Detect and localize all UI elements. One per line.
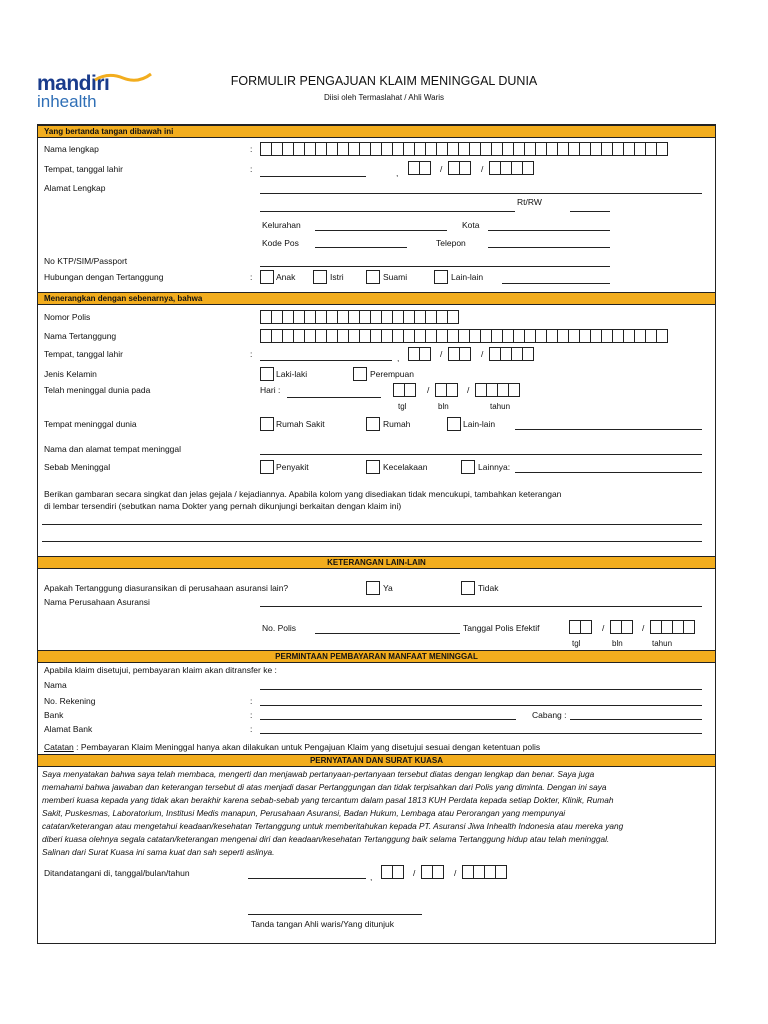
- cabang-field[interactable]: [570, 719, 702, 720]
- hari-label: Hari :: [260, 385, 281, 395]
- char-box[interactable]: [447, 310, 459, 324]
- logo-inhealth: inhealth: [37, 92, 97, 111]
- kecelakaan-label: Kecelakaan: [383, 462, 428, 472]
- ktp-field[interactable]: [260, 266, 610, 267]
- lainlain-field[interactable]: [502, 283, 610, 284]
- alamat-tempat-field[interactable]: [260, 454, 702, 455]
- logo-mandiri: mandiri: [37, 72, 110, 95]
- kecelakaan-checkbox[interactable]: [366, 460, 380, 474]
- char-box[interactable]: [522, 161, 534, 175]
- rs-label: Rumah Sakit: [276, 419, 325, 429]
- sebab-label: Sebab Meninggal: [44, 462, 111, 472]
- bank-label: Bank: [44, 710, 64, 720]
- char-box[interactable]: [580, 620, 592, 634]
- asuransi-lain-q: Apakah Tertanggung diasuransikan di perusahaan asuransi lain?: [44, 583, 289, 593]
- tempat-lain-label: Lain-lain: [463, 419, 496, 429]
- pernyataan-line: Sakit, Puskesmas, Laboratorium, Institusi Medis manapun, Perusahaan Asuransi, Badan Hukum, Lembaga atau Perorangan yang mempunyai: [42, 808, 566, 818]
- bln3-boxes[interactable]: [435, 383, 457, 397]
- comma: ,: [370, 872, 373, 882]
- bln5-boxes[interactable]: [421, 865, 443, 879]
- pernyataan-line: Salinan dari Surat Kuasa ini sama kuat dan sah seperti aslinya.: [42, 847, 275, 857]
- section3-heading: KETERANGAN LAIN-LAIN: [37, 556, 716, 569]
- nopolis-field[interactable]: [315, 633, 460, 634]
- section4-heading: PERMINTAAN PEMBAYARAN MANFAAT MENINGGAL: [37, 650, 716, 663]
- tahun4-boxes[interactable]: [650, 620, 694, 634]
- tidak-checkbox[interactable]: [461, 581, 475, 595]
- tahun-boxes[interactable]: [489, 161, 533, 175]
- kelurahan-label: Kelurahan: [262, 220, 301, 230]
- slash: /: [440, 164, 443, 174]
- tidak-label: Tidak: [478, 583, 499, 593]
- slash: /: [467, 385, 470, 395]
- istri-label: Istri: [330, 272, 344, 282]
- rumah-label: Rumah: [383, 419, 411, 429]
- lainlain-label: Lain-lain: [451, 272, 484, 282]
- gambaran-text-1: Berikan gambaran secara singkat dan jelas gejala / kejadiannya. Apabila kolom yang disediakan tidak mencukupi, tambahkan keterangan: [44, 489, 562, 499]
- kota-field[interactable]: [488, 230, 610, 231]
- tgl-caption: tgl: [398, 402, 407, 411]
- pernyataan-line: Saya menyatakan bahwa saya telah membaca, mengerti dan menjawab pertanyaan-pertanyaan tersebut diatas dengan lengkap dan benar. Saya juga: [42, 769, 595, 779]
- slash: /: [481, 349, 484, 359]
- bln4-boxes[interactable]: [610, 620, 632, 634]
- tgl2-boxes[interactable]: [408, 347, 430, 361]
- ditandatangani-label: Ditandatangani di, tanggal/bulan/tahun: [44, 868, 190, 878]
- bln4-caption: bln: [612, 639, 623, 648]
- char-box[interactable]: [404, 383, 416, 397]
- gambaran-line-1[interactable]: [42, 524, 702, 525]
- comma: ,: [396, 168, 399, 178]
- lainnya-field[interactable]: [515, 472, 702, 473]
- rekening-label: No. Rekening: [44, 696, 96, 706]
- tahun-caption: tahun: [490, 402, 511, 411]
- catatan: [44, 742, 540, 752]
- section5-heading: PERNYATAAN DAN SURAT KUASA: [37, 754, 716, 767]
- bln2-boxes[interactable]: [448, 347, 470, 361]
- alamat-bank-field[interactable]: [260, 733, 702, 734]
- gambaran-line-2[interactable]: [42, 541, 702, 542]
- colon: :: [250, 164, 253, 174]
- alamat-tempat-label: Nama dan alamat tempat meninggal: [44, 444, 182, 454]
- ya-checkbox[interactable]: [366, 581, 380, 595]
- char-box[interactable]: [419, 347, 431, 361]
- section1-heading: Yang bertanda tangan dibawah ini: [37, 125, 716, 138]
- catatan-text: : Pembayaran Klaim Meninggal hanya akan dilakukan untuk Pengajuan Klaim yang disetujui sesuai dengan ketentuan polis: [73, 742, 541, 752]
- slash: /: [454, 868, 457, 878]
- kelurahan-field[interactable]: [315, 230, 447, 231]
- char-box[interactable]: [459, 161, 471, 175]
- alamat-line-1[interactable]: [260, 193, 702, 194]
- penerima-nama-field[interactable]: [260, 689, 702, 690]
- char-box[interactable]: [508, 383, 520, 397]
- suami-label: Suami: [383, 272, 408, 282]
- tempat-lain-checkbox[interactable]: [447, 417, 461, 431]
- suami-checkbox[interactable]: [366, 270, 380, 284]
- meninggal-label: Telah meninggal dunia pada: [44, 385, 151, 395]
- tgl5-boxes[interactable]: [381, 865, 403, 879]
- tahun5-boxes[interactable]: [462, 865, 506, 879]
- rumah-checkbox[interactable]: [366, 417, 380, 431]
- lainlain-checkbox[interactable]: [434, 270, 448, 284]
- hubungan-label: Hubungan dengan Tertanggung: [44, 272, 164, 282]
- penyakit-label: Penyakit: [276, 462, 309, 472]
- pernyataan-line: catatan/keterangan atau mengetahui keadaan/kesehatan Tertanggung untuk memberitahukan kepada PT. Asuransi Jiwa Inhealth Indonesia atau mereka yang: [42, 821, 624, 831]
- char-box[interactable]: [495, 865, 507, 879]
- char-box[interactable]: [621, 620, 633, 634]
- char-box[interactable]: [432, 865, 444, 879]
- colon: :: [250, 144, 253, 154]
- alamat-line-2[interactable]: [260, 211, 515, 212]
- tahun4-caption: tahun: [652, 639, 673, 648]
- polis-boxes[interactable]: [260, 310, 458, 324]
- telepon-label: Telepon: [436, 238, 466, 248]
- slash: /: [427, 385, 430, 395]
- tempat-ttd-field[interactable]: [248, 878, 366, 879]
- signature-caption: Tanda tangan Ahli waris/Yang ditunjuk: [251, 919, 395, 929]
- catatan-label: Catatan: [44, 742, 74, 752]
- char-box[interactable]: [683, 620, 695, 634]
- ya-label: Ya: [383, 583, 393, 593]
- slash: /: [481, 164, 484, 174]
- ktp-label: No KTP/SIM/Passport: [44, 256, 128, 266]
- bank-field[interactable]: [260, 719, 516, 720]
- nama-label: Nama lengkap: [44, 144, 99, 154]
- perempuan-label: Perempuan: [370, 369, 414, 379]
- rtrw-field[interactable]: [570, 211, 610, 212]
- colon: :: [250, 710, 253, 720]
- kodepos-field[interactable]: [315, 247, 407, 248]
- page-title: FORMULIR PENGAJUAN KLAIM MENINGGAL DUNIA: [230, 74, 538, 88]
- alamat-bank-label: Alamat Bank: [44, 724, 93, 734]
- pernyataan-line: memahami bahwa jawaban dan keterangan tersebut di atas menjadi dasar Pertanggungan dan tidak terpisahkan dari Polis yang diminta. Dengan ini saya: [42, 782, 607, 792]
- slash: /: [440, 349, 443, 359]
- tempat-lahir-field[interactable]: [260, 176, 366, 177]
- tempat-lahir2-field[interactable]: [260, 360, 392, 361]
- polis-label: Nomor Polis: [44, 312, 91, 322]
- tgl4-boxes[interactable]: [569, 620, 591, 634]
- istri-checkbox[interactable]: [313, 270, 327, 284]
- ttl2-label: Tempat, tanggal lahir: [44, 349, 123, 359]
- char-box[interactable]: [392, 865, 404, 879]
- colon: :: [250, 724, 253, 734]
- tahun3-boxes[interactable]: [475, 383, 519, 397]
- penerima-nama-label: Nama: [44, 680, 67, 690]
- pernyataan-line: memberi kuasa kepada yang tidak akan berakhir karena sebab-sebab yang tercantum dalam pasal 1813 KUH Perdata kepada setiap Dokter, Klinik, Rumah: [42, 795, 614, 805]
- tertanggung-boxes[interactable]: [260, 329, 667, 343]
- perusahaan-label: Nama Perusahaan Asuransi: [44, 597, 150, 607]
- perempuan-checkbox[interactable]: [353, 367, 367, 381]
- section2-heading: Menerangkan dengan sebenarnya, bahwa: [37, 292, 716, 305]
- char-box[interactable]: [522, 347, 534, 361]
- tertanggung-label: Nama Tertanggung: [44, 331, 117, 341]
- slash: /: [602, 623, 605, 633]
- tempat-lain-field[interactable]: [515, 429, 702, 430]
- anak-checkbox[interactable]: [260, 270, 274, 284]
- nama-boxes[interactable]: [260, 142, 667, 156]
- char-box[interactable]: [656, 142, 668, 156]
- rtrw-label: Rt/RW: [517, 197, 542, 207]
- ttl-label: Tempat, tanggal lahir: [44, 164, 123, 174]
- kota-label: Kota: [462, 220, 480, 230]
- colon: :: [250, 696, 253, 706]
- perusahaan-field[interactable]: [260, 606, 702, 607]
- telepon-field[interactable]: [488, 247, 610, 248]
- kodepos-label: Kode Pos: [262, 238, 299, 248]
- bln-boxes[interactable]: [448, 161, 470, 175]
- transfer-intro: Apabila klaim disetujui, pembayaran klaim akan ditransfer ke :: [44, 665, 277, 675]
- char-box[interactable]: [656, 329, 668, 343]
- rs-checkbox[interactable]: [260, 417, 274, 431]
- lainnya-checkbox[interactable]: [461, 460, 475, 474]
- comma: ,: [397, 353, 400, 363]
- bln-caption: bln: [438, 402, 449, 411]
- signature-line[interactable]: [248, 914, 422, 915]
- tgl4-caption: tgl: [572, 639, 581, 648]
- pernyataan-line: diberi kuasa olehnya segala catatan/keterangan mengenai diri dan keadaan/kesehatan Tertanggung baik selama Tertanggung hidup atau telah meninggal.: [42, 834, 610, 844]
- nopolis-label: No. Polis: [262, 623, 297, 633]
- char-box[interactable]: [446, 383, 458, 397]
- colon: :: [250, 349, 253, 359]
- gambaran-text-2: di lembar tersendiri (sebutkan nama Dokter yang pernah dikunjungi berkaitan dengan klaim ini): [44, 501, 402, 511]
- lainnya-label: Lainnya:: [478, 462, 511, 472]
- pernyataan-paragraph: [42, 768, 712, 859]
- char-box[interactable]: [419, 161, 431, 175]
- colon: :: [250, 272, 253, 282]
- tgl3-boxes[interactable]: [393, 383, 415, 397]
- laki-checkbox[interactable]: [260, 367, 274, 381]
- tahun2-boxes[interactable]: [489, 347, 533, 361]
- tgl-efektif-label: Tanggal Polis Efektif: [463, 623, 540, 633]
- laki-label: Laki-laki: [276, 369, 308, 379]
- anak-label: Anak: [276, 272, 296, 282]
- alamat-label: Alamat Lengkap: [44, 183, 106, 193]
- cabang-label: Cabang :: [532, 710, 567, 720]
- slash: /: [642, 623, 645, 633]
- penyakit-checkbox[interactable]: [260, 460, 274, 474]
- rekening-field[interactable]: [260, 705, 702, 706]
- hari-field[interactable]: [287, 397, 381, 398]
- tempat-label: Tempat meninggal dunia: [44, 419, 137, 429]
- jk-label: Jenis Kelamin: [44, 369, 97, 379]
- tgl-boxes[interactable]: [408, 161, 430, 175]
- slash: /: [413, 868, 416, 878]
- page-subtitle: Diisi oleh Termaslahat / Ahli Waris: [323, 93, 445, 102]
- char-box[interactable]: [459, 347, 471, 361]
